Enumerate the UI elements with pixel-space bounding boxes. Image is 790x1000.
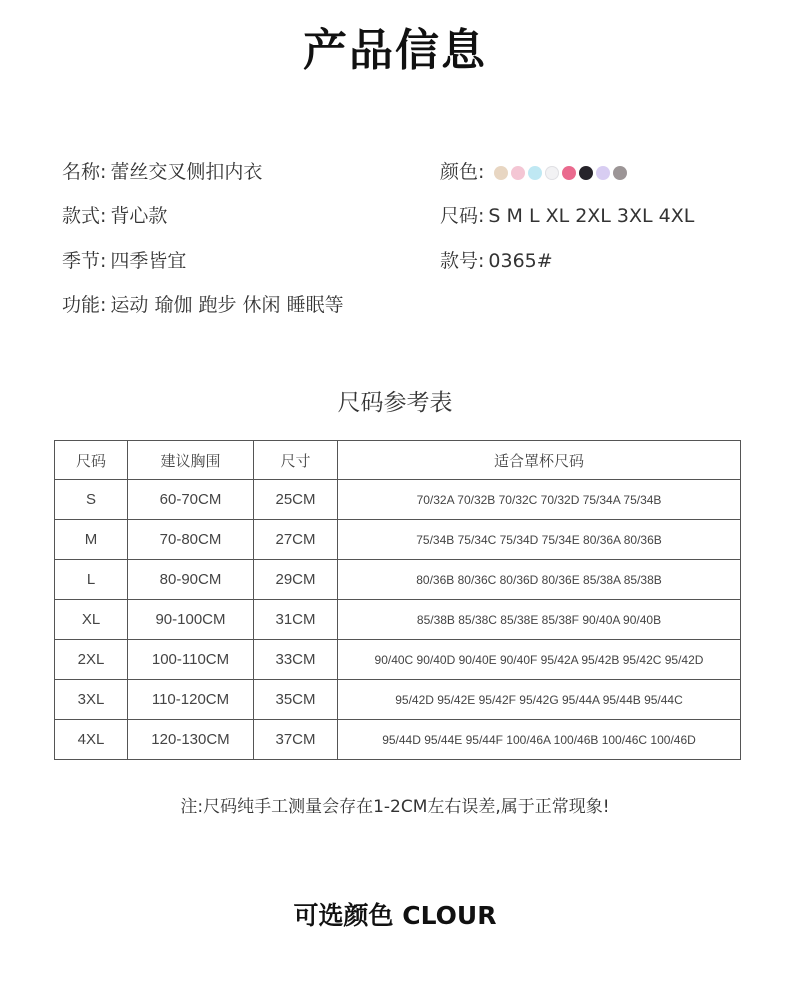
table-row bbox=[55, 640, 741, 680]
color-swatch bbox=[562, 166, 576, 180]
color-label: 颜色: bbox=[440, 161, 485, 183]
season-value: 四季皆宜 bbox=[110, 250, 187, 272]
table-row bbox=[55, 480, 741, 520]
cell-size: M bbox=[55, 520, 128, 560]
cell-bust: 60-70CM bbox=[128, 480, 254, 520]
cell-dimension: 25CM bbox=[254, 480, 338, 520]
page-title: 产品信息 bbox=[303, 25, 487, 76]
info-function-row bbox=[62, 288, 344, 322]
cell-bust: 70-80CM bbox=[128, 520, 254, 560]
function-label: 功能: bbox=[62, 294, 107, 316]
header-bust: 建议胸围 bbox=[128, 441, 254, 480]
measurement-note: 注:尺码纯手工测量会存在1-2CM左右误差,属于正常现象! bbox=[180, 797, 610, 817]
cell-dimension: 35CM bbox=[254, 680, 338, 720]
cell-bust: 90-100CM bbox=[128, 600, 254, 640]
colour-section-title: 可选颜色 CLOUR bbox=[293, 901, 497, 930]
size-label: 尺码: bbox=[440, 205, 485, 227]
name-value: 蕾丝交叉侧扣内衣 bbox=[110, 161, 263, 183]
table-row bbox=[55, 680, 741, 720]
info-model-row bbox=[440, 244, 553, 278]
color-swatch bbox=[613, 166, 627, 180]
table-row bbox=[55, 600, 741, 640]
style-value: 背心款 bbox=[110, 205, 168, 227]
cell-cup-sizes: 75/34B 75/34C 75/34D 75/34E 80/36A 80/36B bbox=[338, 520, 741, 560]
cell-size: L bbox=[55, 560, 128, 600]
cell-bust: 80-90CM bbox=[128, 560, 254, 600]
info-style-row bbox=[62, 199, 167, 233]
cell-size: 2XL bbox=[55, 640, 128, 680]
size-chart-table bbox=[54, 440, 741, 760]
style-label: 款式: bbox=[62, 205, 107, 227]
color-swatches bbox=[494, 156, 630, 190]
model-value: 0365# bbox=[488, 250, 553, 272]
info-season-row bbox=[62, 244, 186, 278]
cell-dimension: 29CM bbox=[254, 560, 338, 600]
table-row bbox=[55, 560, 741, 600]
color-swatch bbox=[596, 166, 610, 180]
header-size: 尺码 bbox=[55, 441, 128, 480]
cell-cup-sizes: 70/32A 70/32B 70/32C 70/32D 75/34A 75/34B bbox=[338, 480, 741, 520]
cell-size: S bbox=[55, 480, 128, 520]
color-swatch bbox=[528, 166, 542, 180]
header-dimension: 尺寸 bbox=[254, 441, 338, 480]
cell-cup-sizes: 80/36B 80/36C 80/36D 80/36E 85/38A 85/38B bbox=[338, 560, 741, 600]
cell-cup-sizes: 95/42D 95/42E 95/42F 95/42G 95/44A 95/44B 95/44C bbox=[338, 680, 741, 720]
color-swatch bbox=[511, 166, 525, 180]
info-name-row bbox=[62, 155, 262, 189]
model-label: 款号: bbox=[440, 250, 485, 272]
cell-size: 4XL bbox=[55, 720, 128, 760]
cell-size: XL bbox=[55, 600, 128, 640]
table-row bbox=[55, 720, 741, 760]
info-color-row bbox=[440, 155, 630, 189]
size-value: S M L XL 2XL 3XL 4XL bbox=[488, 205, 695, 227]
info-size-row bbox=[440, 199, 694, 233]
function-value: 运动 瑜伽 跑步 休闲 睡眠等 bbox=[110, 294, 344, 316]
cell-cup-sizes: 90/40C 90/40D 90/40E 90/40F 95/42A 95/42B 95/42C 95/42D bbox=[338, 640, 741, 680]
color-swatch bbox=[494, 166, 508, 180]
table-row bbox=[55, 520, 741, 560]
cell-dimension: 31CM bbox=[254, 600, 338, 640]
cell-cup-sizes: 95/44D 95/44E 95/44F 100/46A 100/46B 100/46C 100/46D bbox=[338, 720, 741, 760]
cell-dimension: 33CM bbox=[254, 640, 338, 680]
cell-bust: 110-120CM bbox=[128, 680, 254, 720]
cell-bust: 120-130CM bbox=[128, 720, 254, 760]
color-swatch bbox=[579, 166, 593, 180]
cell-dimension: 27CM bbox=[254, 520, 338, 560]
table-header-row bbox=[55, 441, 741, 480]
season-label: 季节: bbox=[62, 250, 107, 272]
color-swatch bbox=[545, 166, 559, 180]
header-cup-sizes: 适合罩杯尺码 bbox=[338, 441, 741, 480]
cell-size: 3XL bbox=[55, 680, 128, 720]
cell-dimension: 37CM bbox=[254, 720, 338, 760]
name-label: 名称: bbox=[62, 161, 107, 183]
cell-cup-sizes: 85/38B 85/38C 85/38E 85/38F 90/40A 90/40B bbox=[338, 600, 741, 640]
size-chart-title: 尺码参考表 bbox=[337, 390, 453, 416]
cell-bust: 100-110CM bbox=[128, 640, 254, 680]
